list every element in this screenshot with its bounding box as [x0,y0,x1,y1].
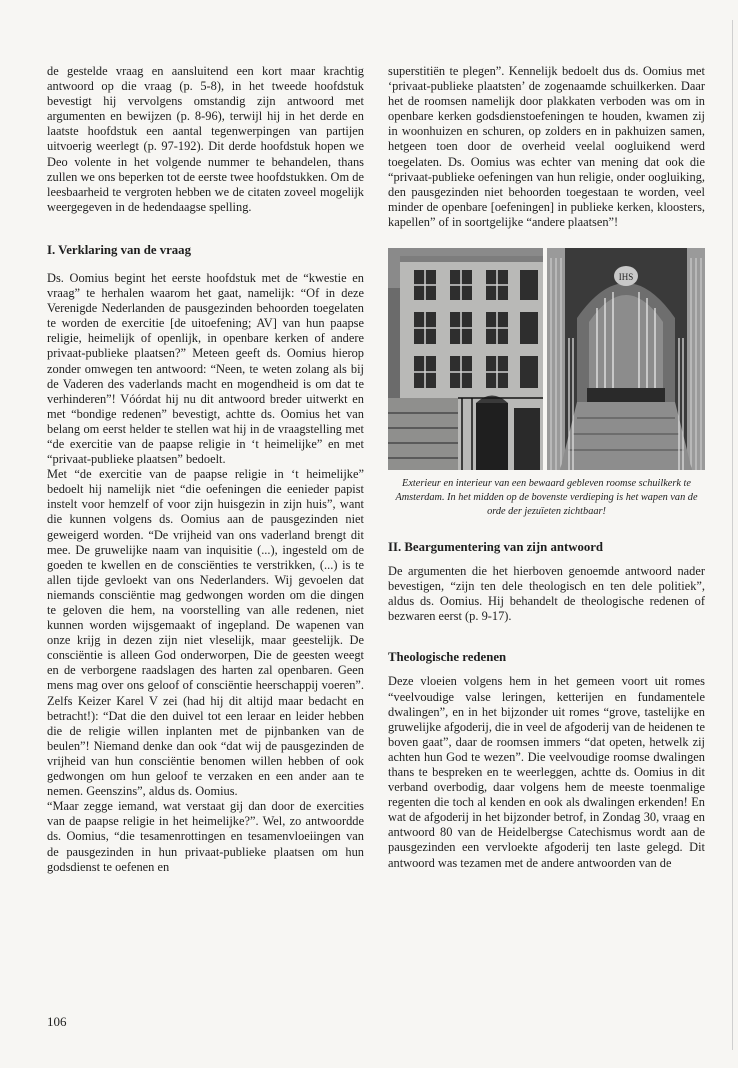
page-number: 106 [47,1014,67,1029]
page-edge-rule [732,20,733,1050]
exterior-photo [388,248,543,470]
left-column [47,64,364,875]
paragraph-exercitie: Met “de exercitie van de paapse religie in ‘t heimelijke” bedoelt hij namelijk niet “die oefeningen die eenieder papist instelt voor hemzelf of voor zijn huisgezin in zijn huis”, want die kunnen volgens ds. Oomius aan de pausgezinden niet geweigerd worden. “De vrijheid van ons vaderland brengt dit mee. De gruwelijke naam van inquisitie (...), ingesteld om de goeden te kwellen en de consciënties te verstrikken, (...) is te allen tijde gevloekt van ons Nederlanders. Wij gevoelen dat niemands consciëntie mag gedwongen worden om die dingen te geloven die hem, na voorstelling van alle redenen, niet kunnen worden wijsgemaakt of ingepland. De wapenen van onze krijg in dezen zijn niet vleselijk, maar geestelijk. De consciëntie is alleen God onderworpen, Die de geesten weegt en de verborgene raadslagen des harten zal openbaren. Geen mens mag over ons geloof of consciëntie heerschappij voeren”. Zelfs Keizer Karel V zei (had hij dit altijd maar bedacht en betracht!): “Dat die den duivel tot een leraar en leider hebben die de religie willen inplanten met de pijnbanken van de beulen”! Niemand denke dan ook “dat wij de pausgezinden de vrijheid van hun consciëntie benomen willen hebben of ook gedwongen om hun geloof te verzaken en een ander aan te nemen. Geenszins”, aldus ds. Oomius. [47,467,364,799]
section-heading-beargumentering: II. Beargumentering van zijn antwoord [388,540,604,555]
intro-paragraph: de gestelde vraag en aansluitend een kort maar krachtig antwoord op die vraag (p. 5-8), in het tweede hoofdstuk bevestigt hij vervolgens omstandig zijn antwoord met argumenten en bewijzen (p. 8-96), terwijl hij in het derde en laatste hoofdstuk een aantal tegenwerpingen van partijen uitvoerig weerlegt (p. 97-192). Dit derde hoofdstuk hopen we Deo volente in het volgende nummer te behandelen, thans zullen we ons beperken tot de eerste twee hoofdstukken. Om de leesbaarheid te vergroten hebben we de citaten zoveel mogelijk weergegeven in de hedendaagse spelling. [47,64,364,214]
figure-schuilkerk [388,248,705,470]
interior-photo [547,248,705,470]
section-heading-verklaring: I. Verklaring van de vraag [47,242,191,257]
right-column [388,64,705,871]
subsection-heading-theologische-redenen: Theologische redenen [388,650,507,665]
paragraph-superstitien: superstitiën te plegen”. Kennelijk bedoelt dus ds. Oomius met ‘privaat-publieke plaatsten’ de zogenaamde schuilkerken. Daar het de roomsen namelijk door plakkaten verboden was om in openbare kerken godsdienstoefeningen te houden, kwamen zij in woonhuizen en schuren, op zolders en in pakhuizen samen, hetgeen toen door de overheid veelal oogluikend werd toegelaten. Ds. Oomius was echter van mening dat ook die “privaat-publieke oefeningen van hun religie, onder oogluiking, den pausgezinden niet behoorden toegestaan te worden, veel minder de openbare [oefeningen] in publieke kerken, kloosters, kapellen” of in soortgelijke “andere plaatsen”! [388,64,705,229]
ihs-emblem: IHS [618,272,634,283]
figure-caption: Exterieur en interieur van een bewaard gebleven roomse schuilkerk te Amsterdam. In het midden op de bovenste verdieping is het wapen van de orde der jezuïeten zichtbaar! [395,478,698,518]
paragraph-argumenten: De argumenten die het hierboven genoemde antwoord nader bevestigen, “zijn ten dele theologisch en ten dele politiek”, aldus ds. Oomius. Hij behandelt de theologische redenen of bezwaren eerst (p. 9-17). [388,564,705,624]
paragraph-maar-zegge: “Maar zegge iemand, wat verstaat gij dan door de exercities van de paapse religie in het heimelijke?”. Wel, zo antwoordde ds. Oomius, “die tesamenrottingen en tesamenvloeiingen van de pausgezinden in hun privaat-publieke plaatsen om hun godsdienst te oefenen en [47,799,364,874]
paragraph-kwestie: Ds. Oomius begint het eerste hoofdstuk met de “kwestie en vraag” te herhalen waarom het gaat, namelijk: “Of in deze Verenigde Nederlanden de pausgezinden behoorden toegelaten te worden de exercitie [de uitoefening; AV] van hun paapse religie, heimelijk of openlijk, in openbare kerken of andere privaat-publieke plaatsen?” Meteen geeft ds. Oomius hierop zonder omwegen ten antwoord: “Neen, te weten zolang als bij de Vaderen des vaderlands macht en mogendheid is om dat te verhinderen”! Vóórdat hij nu dit antwoord breder uitwerkt en met “bondige redenen” bevestigt, achtte ds. Oomius het van belang om eerst helder te stellen wat hij in de vraagstelling met “de exercitie van de paapse religie in ‘t heimelijke” en met “privaat-publieke plaatsen” bedoelt. [47,270,364,467]
paragraph-dwalingen: Deze vloeien volgens hem in het gemeen voort uit romes “veelvoudige valse leringen, ketterijen en fundamentele dwalingen”, en in het bijzonder uit romes “grove, tastelijke en gruwelijke afgoderij, die in veel de afgoderij van de heidenen te boven gaat”, daar de roomsen immers “dat opeten, hetwelk zij achten hun God te wezen”. Die veelvoudige roomse dwalingen thans te bespreken en te weerleggen, achtte ds. Oomius in dit verband overbodig, daar volgens hem de meeste toenmalige regenten die toch al kenden en ook als dwalingen erkenden! En wat de afgoderij in het bijzonder betrof, in Zondag 30, vraag en antwoord 80 van de Heidelbergse Catechismus wordt aan de pausgezinden een vervloekte afgoderij ten laste gelegd. Dit antwoord was tezamen met de andere antwoorden van de [388,674,705,870]
